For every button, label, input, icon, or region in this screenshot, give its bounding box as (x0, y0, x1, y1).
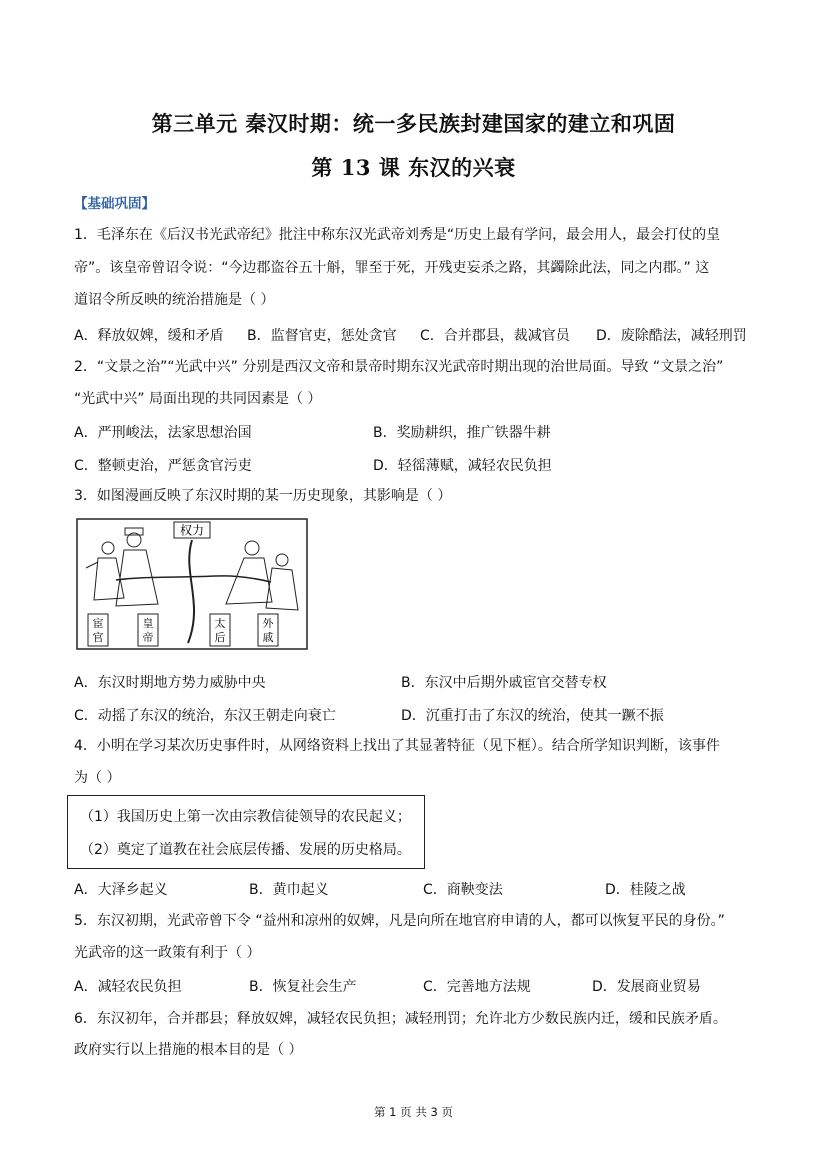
feature-box (67, 795, 425, 869)
page-footer: 第 1 页 共 3 页 (374, 1105, 453, 1119)
feature-box-line-2: （2）奠定了道教在社会底层传播、发展的历史格局。 (80, 842, 411, 858)
q5-line-1: 5．东汉初期，光武帝曾下令 “益州和凉州的奴婢，凡是向所在地官府申请的人，都可以恢复平民的身份。” (74, 913, 725, 929)
q2-option-b[interactable]: B．奖励耕织，推广铁器牛耕 (373, 425, 551, 441)
q5-option-c[interactable]: C．完善地方法规 (423, 979, 531, 995)
q1-option-d[interactable]: D．废除酷法，减轻刑罚 (596, 328, 747, 344)
cartoon-emperor-label-1: 皇 (142, 617, 154, 630)
q3-option-a[interactable]: A．东汉时期地方势力威胁中央 (74, 675, 266, 691)
cartoon-power-label: 权力 (179, 523, 205, 538)
q2-line-1: 2．“文景之治”“光武中兴” 分别是西汉文帝和景帝时期东汉光武帝时期出现的治世局面。导致 “文景之治” (74, 359, 724, 375)
cartoon-empress-label-2: 后 (214, 631, 226, 644)
q3-option-c[interactable]: C．动摇了东汉的统治，东汉王朝走向衰亡 (74, 708, 336, 724)
q4-option-d[interactable]: D．桂陵之战 (605, 882, 686, 898)
cartoon-emperor-label-2: 帝 (142, 631, 154, 644)
q3-line-1: 3．如图漫画反映了东汉时期的某一历史现象，其影响是（ ） (74, 488, 452, 504)
cartoon-eunuch-label-1: 宦 (92, 617, 104, 630)
q1-line-3: 道诏令所反映的统治措施是（ ） (74, 292, 275, 308)
q4-option-c[interactable]: C．商鞅变法 (423, 882, 503, 898)
q4-option-a[interactable]: A．大泽乡起义 (74, 882, 168, 898)
q2-option-a[interactable]: A．严刑峻法，法家思想治国 (74, 425, 252, 441)
q1-option-c[interactable]: C．合并郡县，裁减官员 (420, 328, 570, 344)
q6-line-2: 政府实行以上措施的根本目的是（ ） (74, 1042, 303, 1058)
q1-option-b[interactable]: B．监督官吏，惩处贪官 (247, 328, 397, 344)
cartoon-consort-label-2: 戚 (262, 631, 274, 644)
q2-line-2: “光武中兴” 局面出现的共同因素是（ ） (74, 391, 322, 407)
q5-option-b[interactable]: B．恢复社会生产 (249, 979, 357, 995)
q3-option-d[interactable]: D．沉重打击了东汉的统治，使其一蹶不振 (401, 708, 664, 724)
cartoon-consort-label-1: 外 (262, 617, 274, 630)
feature-box-line-1: （1）我国历史上第一次由宗教信徒领导的农民起义； (80, 809, 411, 825)
cartoon-eunuch-label-2: 官 (92, 631, 104, 644)
q2-option-c[interactable]: C．整顿吏治，严惩贪官污吏 (74, 458, 252, 474)
q1-line-1: 1．毛泽东在《后汉书光武帝纪》批注中称东汉光武帝刘秀是“历史上最有学问，最会用人，最会打仗的皇 (74, 227, 721, 243)
lesson-title: 第 13 课 东汉的兴衰 (311, 155, 516, 180)
cartoon-empress-label-1: 太 (214, 617, 226, 630)
q4-line-1: 4．小明在学习某次历史事件时，从网络资料上找出了其显著特征（见下框）。结合所学知识判断，该事件 (74, 738, 720, 754)
q5-option-d[interactable]: D．发展商业贸易 (592, 979, 701, 995)
section-label: 【基础巩固】 (74, 196, 155, 212)
q2-option-d[interactable]: D．轻徭薄赋，减轻农民负担 (373, 458, 552, 474)
power-struggle-cartoon (76, 518, 308, 650)
q5-line-2: 光武帝的这一政策有利于（ ） (74, 945, 261, 961)
unit-title: 第三单元 秦汉时期：统一多民族封建国家的建立和巩固 (151, 111, 676, 136)
q1-line-2: 帝”。该皇帝曾诏令说：“今边郡盗谷五十斛，罪至于死，开残吏妄杀之路，其蠲除此法，同之内郡。” 这 (74, 260, 710, 276)
q6-line-1: 6．东汉初年，合并郡县；释放奴婢，减轻农民负担；减轻刑罚；允许北方少数民族内迁，缓和民族矛盾。 (74, 1011, 727, 1027)
q4-option-b[interactable]: B．黄巾起义 (249, 882, 329, 898)
q1-option-a[interactable]: A．释放奴婢，缓和矛盾 (74, 328, 224, 344)
q4-line-2: 为（ ） (74, 770, 121, 786)
q5-option-a[interactable]: A．减轻农民负担 (74, 979, 182, 995)
q3-option-b[interactable]: B．东汉中后期外戚宦官交替专权 (401, 675, 607, 691)
